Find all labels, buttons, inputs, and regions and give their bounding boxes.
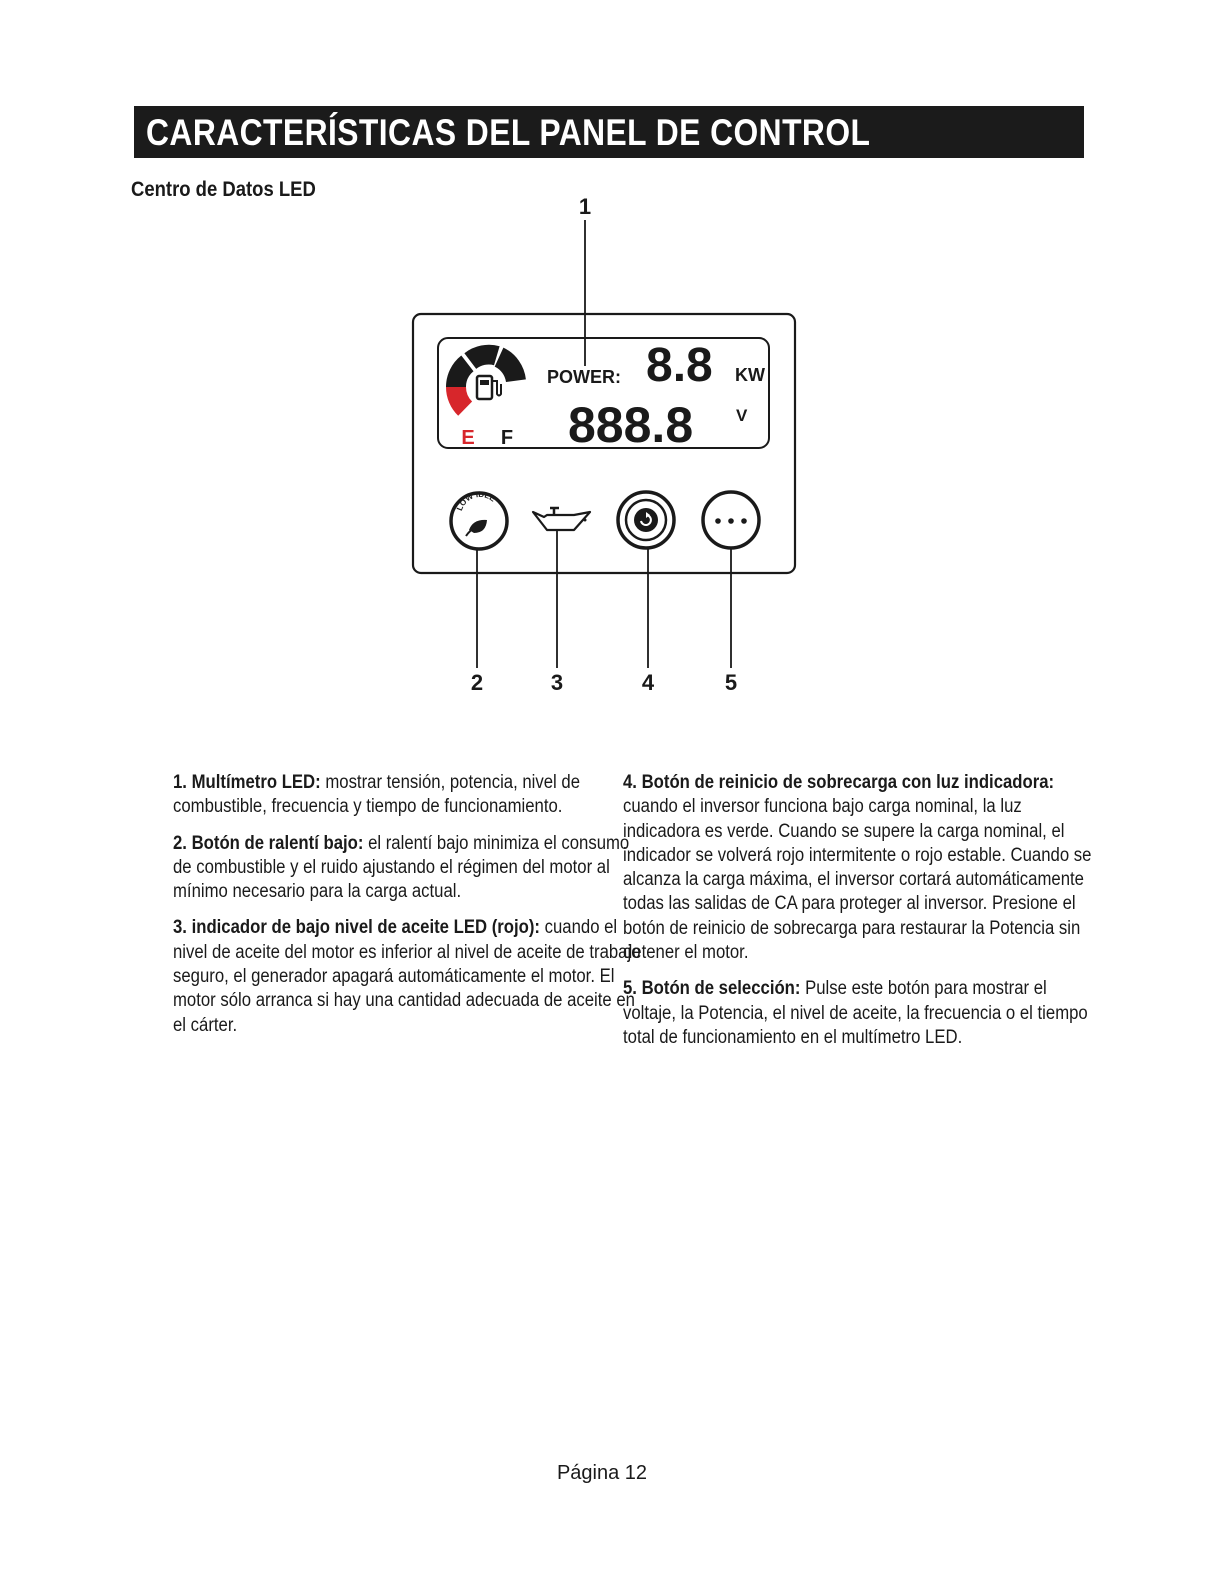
item-title: 2. Botón de ralentí bajo: xyxy=(173,832,364,854)
item-text: cuando el inversor funciona bajo carga nominal, la luz indicadora es verde. Cuando se supere la carga nominal, el indicador se volverá rojo intermitente o rojo estable. Cuando se alcanza la carga máxima, el inversor cortará automáticamente todas las salidas de CA para proteger al inversor. Presione el botón de reinicio de sobrecarga para restaurar la Potencia sin detener el motor. xyxy=(623,796,1092,964)
callout-4: 4 xyxy=(641,670,655,695)
item-text: cuando el nivel de aceite del motor es inferior al nivel de aceite de trabajo seguro, el generador apagará automáticamente el motor. El motor sólo arranca si hay una cantidad adecuada de aceite en el cárter. xyxy=(173,917,641,1036)
voltage-readout: 888.8 xyxy=(568,397,694,453)
callout-3: 3 xyxy=(550,670,564,695)
item-text: Pulse este botón para mostrar el voltaje, la Potencia, el nivel de aceite, la frecuencia o el tiempo total de funcionamiento en el multímetro LED. xyxy=(623,978,1088,1048)
dots-icon xyxy=(715,518,721,524)
callout-2: 2 xyxy=(470,670,484,695)
voltage-unit: V xyxy=(736,406,748,425)
power-readout: 8.8 xyxy=(646,339,713,392)
page-number: Página 12 xyxy=(556,1462,648,1484)
item-title: 5. Botón de selección: xyxy=(623,978,801,1000)
select-button[interactable] xyxy=(703,492,759,548)
description-item-1 xyxy=(173,771,645,820)
overload-reset-button[interactable] xyxy=(618,492,674,548)
callout-5: 5 xyxy=(724,670,738,695)
control-panel-diagram xyxy=(0,0,1224,760)
low-idle-label: LOW IDLE xyxy=(454,489,498,512)
item-title: 3. indicador de bajo nivel de aceite LED (rojo): xyxy=(173,917,540,939)
low-idle-button[interactable] xyxy=(451,490,507,549)
description-item-2 xyxy=(173,832,645,905)
left-column xyxy=(173,771,643,1050)
callout-1: 1 xyxy=(578,194,592,219)
description-item-3 xyxy=(173,916,645,1037)
fuel-full-label: F xyxy=(500,427,514,449)
fuel-empty-label: E xyxy=(461,427,475,449)
reset-icon xyxy=(634,508,658,532)
item-title: 4. Botón de reinicio de sobrecarga con luz indicadora: xyxy=(623,772,1055,793)
section-subheading: Centro de Datos LED xyxy=(131,178,316,201)
banner-title: CARACTERÍSTICAS DEL PANEL DE CONTROL xyxy=(146,112,871,153)
power-unit: KW xyxy=(735,365,765,385)
item-text: el ralentí bajo minimiza el consumo de combustible y el ruido ajustando el régimen del motor al mínimo necesario para la carga actual. xyxy=(173,832,630,903)
description-item-5 xyxy=(623,977,1095,1050)
right-column xyxy=(623,771,1093,1062)
item-title: 1. Multímetro LED: xyxy=(173,772,321,793)
description-item-4 xyxy=(623,771,1095,965)
item-text: mostrar tensión, potencia, nivel de combustible, frecuencia y tiempo de funcionamiento. xyxy=(173,772,581,818)
power-label: POWER: xyxy=(547,367,621,387)
